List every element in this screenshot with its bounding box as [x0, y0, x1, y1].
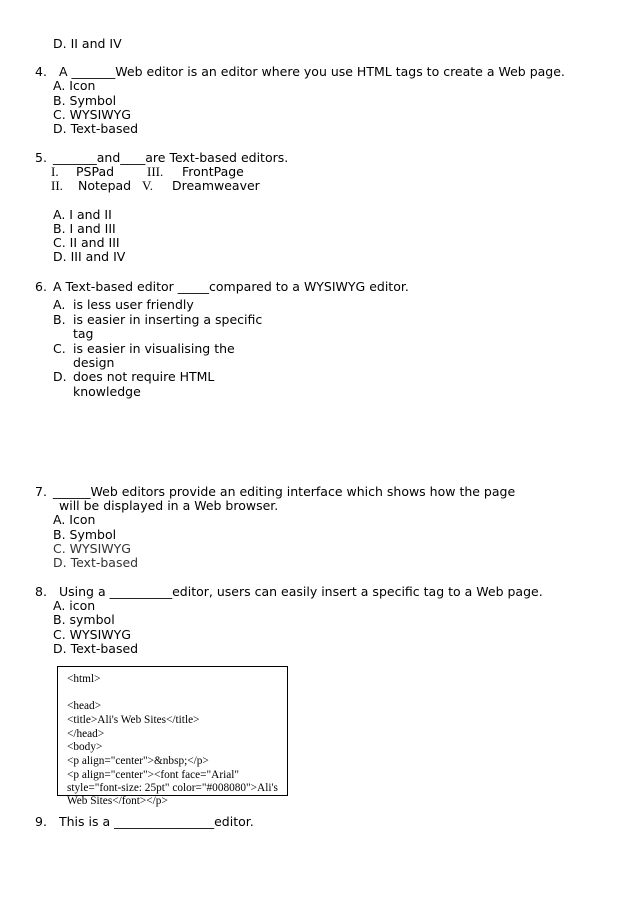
q7-option-a: A. Icon: [53, 512, 96, 527]
code-line: <body>: [67, 741, 103, 753]
q4-number: 4.: [35, 64, 47, 79]
q8-number: 8.: [35, 584, 47, 599]
q5-number: 5.: [35, 150, 47, 165]
q8-option-b: B. symbol: [53, 612, 115, 627]
html-code-box: [57, 666, 288, 807]
q7-stem: ______Web editors provide an editing interface which shows how the page: [53, 484, 516, 499]
q7-number: 7.: [35, 484, 47, 499]
q3-option-d: D. II and IV: [53, 36, 122, 51]
code-line: style="font-size: 25pt" color="#008080">Ali's: [67, 782, 278, 794]
q8-stem: Using a __________editor, users can easily insert a specific tag to a Web page.: [59, 584, 543, 599]
q6-option-text: is easier in visualising the: [73, 341, 235, 356]
q6-option-text: design: [73, 355, 115, 370]
q6-option-text: knowledge: [73, 384, 141, 399]
q5-option-c: C. II and III: [53, 235, 120, 250]
q5-item-roman: II.: [51, 178, 63, 193]
q6-option-letter: B.: [53, 312, 66, 327]
q7-option-c: C. WYSIWYG: [53, 541, 131, 556]
code-line: <p align="center">&nbsp;</p>: [67, 755, 209, 767]
q5-item-label: FrontPage: [182, 164, 244, 179]
q5-item-roman: V.: [142, 178, 153, 193]
q4-option-d: D. Text-based: [53, 121, 139, 136]
q5-option-a: A. I and II: [53, 207, 112, 222]
q6-option-text: does not require HTML: [73, 369, 215, 384]
q5-item-label: Notepad: [78, 178, 132, 193]
code-line: <p align="center"><font face="Arial": [67, 769, 239, 781]
q6-option-text: is easier in inserting a specific: [73, 312, 263, 327]
q6-option-letter: A.: [53, 297, 66, 312]
q4-option-a: A. Icon: [53, 78, 96, 93]
q8-option-d: D. Text-based: [53, 641, 139, 656]
q8-option-a: A. icon: [53, 598, 96, 613]
q9-number: 9.: [35, 814, 47, 829]
q7-stem: will be displayed in a Web browser.: [59, 498, 279, 513]
q4-option-b: B. Symbol: [53, 93, 117, 108]
q6-option-letter: D.: [53, 369, 67, 384]
code-line: <title>Ali's Web Sites</title>: [67, 714, 200, 726]
q6-option-text: tag: [73, 326, 94, 341]
q6-option-text: is less user friendly: [73, 297, 194, 312]
code-line: Web Sites</font></p>: [67, 795, 168, 807]
q8-option-c: C. WYSIWYG: [53, 627, 131, 642]
q5-option-d: D. III and IV: [53, 249, 126, 264]
q4-stem: A _______Web editor is an editor where you use HTML tags to create a Web page.: [59, 64, 565, 79]
code-line: </head>: [67, 728, 105, 740]
code-line: <html>: [67, 673, 101, 685]
q9-stem: This is a ________________editor.: [59, 814, 254, 829]
q7-option-b: B. Symbol: [53, 527, 117, 542]
q6-stem: A Text-based editor _____compared to a WYSIWYG editor.: [53, 279, 409, 294]
q5-item-label: Dreamweaver: [172, 178, 260, 193]
q5-stem: _______and____are Text-based editors.: [53, 150, 289, 165]
q5-option-b: B. I and III: [53, 221, 116, 236]
q7-option-d: D. Text-based: [53, 555, 139, 570]
q5-item-roman: I.: [51, 164, 59, 179]
q5-item-label: PSPad: [76, 164, 115, 179]
q5-item-roman: III.: [147, 164, 164, 179]
q6-option-letter: C.: [53, 341, 66, 356]
q6-number: 6.: [35, 279, 47, 294]
q4-option-c: C. WYSIWYG: [53, 107, 131, 122]
code-line: <head>: [67, 700, 102, 712]
